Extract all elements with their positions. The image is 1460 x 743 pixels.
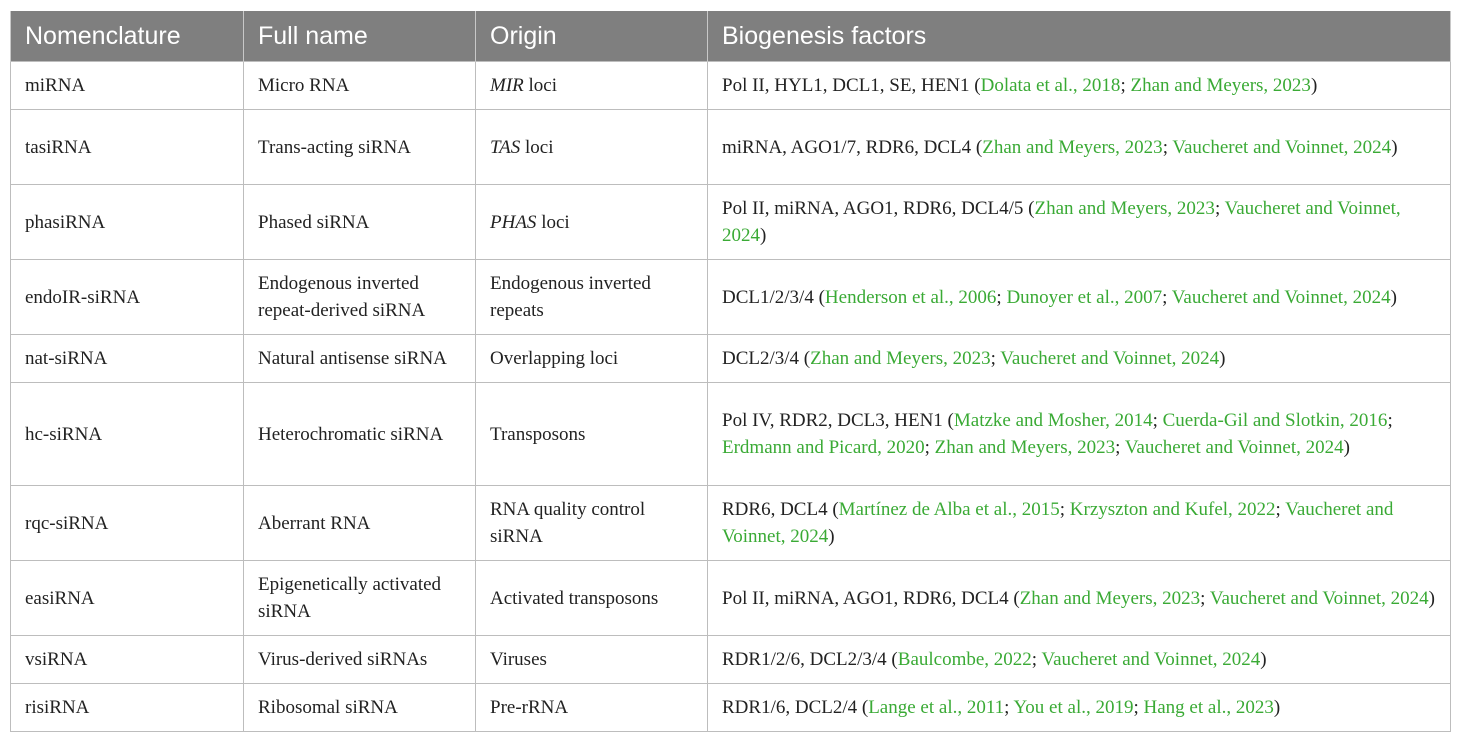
citation-link[interactable]: Cuerda-Gil and Slotkin, 2016 [1162, 410, 1388, 431]
citation-link[interactable]: Vaucheret and Voinnet, 2024 [722, 499, 1398, 547]
citation-link[interactable]: Hang et al., 2023 [1143, 697, 1274, 718]
biogenesis-cell [708, 335, 1451, 383]
citation-separator: ; [1162, 286, 1172, 308]
full-name-cell: Virus-derived siRNAs [244, 636, 476, 684]
biogenesis-cell [708, 561, 1451, 636]
nomenclature-cell: tasiRNA [11, 110, 244, 185]
full-name-cell: Natural antisense siRNA [244, 335, 476, 383]
origin-text: loci [520, 136, 554, 158]
header-nomenclature: Nomenclature [11, 11, 244, 62]
factors-text: RDR6, DCL4 ( [722, 499, 839, 520]
origin-cell [476, 383, 708, 486]
citation-link[interactable]: Matzke and Mosher, 2014 [953, 410, 1153, 431]
citation-link[interactable]: Zhan and Meyers, 2023 [982, 136, 1163, 158]
factors-text: Pol II, miRNA, AGO1, RDR6, DCL4 ( [722, 587, 1020, 609]
citation-separator: ) [1310, 75, 1318, 96]
table-row [11, 561, 1451, 636]
citation-link[interactable]: Zhan and Meyers, 2023 [810, 348, 991, 369]
citation-separator: ; [1152, 410, 1163, 431]
citation-link[interactable]: Vaucheret and Voinnet, 2024 [1000, 348, 1220, 369]
citation-separator: ; [990, 348, 1001, 369]
citation-separator: ) [1260, 649, 1267, 670]
factors-text: DCL1/2/3/4 ( [722, 286, 825, 308]
origin-locus-name: TAS [490, 136, 521, 158]
citation-link[interactable]: You et al., 2019 [1013, 697, 1134, 718]
citation-separator: ; [1059, 499, 1070, 520]
header-biogenesis: Biogenesis factors [708, 11, 1451, 62]
citation-link[interactable]: Dolata et al., 2018 [980, 75, 1121, 96]
citation-link[interactable]: Lange et al., 2011 [868, 697, 1005, 718]
factors-text: Pol II, HYL1, DCL1, SE, HEN1 ( [722, 75, 981, 96]
citation-link[interactable]: Vaucheret and Voinnet, 2024 [1209, 587, 1429, 609]
citation-separator: ; [1004, 697, 1014, 718]
citation-link[interactable]: Vaucheret and Voinnet, 2024 [1171, 286, 1391, 308]
full-name-cell: Phased siRNA [244, 185, 476, 260]
full-name-cell: Micro RNA [244, 62, 476, 110]
citation-link[interactable]: Baulcombe, 2022 [897, 649, 1032, 670]
citation-separator: ) [1428, 587, 1435, 609]
citation-separator: ; [1120, 75, 1131, 96]
origin-text: Endogenous inverted repeats [490, 273, 656, 321]
citation-separator: ; [1275, 499, 1286, 520]
origin-text: Viruses [490, 649, 547, 670]
origin-cell [476, 62, 708, 110]
citation-separator: ) [1343, 437, 1350, 458]
biogenesis-cell [708, 383, 1451, 486]
citation-separator: ; [1031, 649, 1042, 670]
table-row [11, 335, 1451, 383]
citation-link[interactable]: Vaucheret and Voinnet, 2024 [722, 198, 1406, 246]
factors-text: Pol IV, RDR2, DCL3, HEN1 ( [722, 410, 954, 431]
full-name-cell: Trans-acting siRNA [244, 110, 476, 185]
citation-separator: ; [1214, 198, 1225, 219]
nomenclature-cell: nat-siRNA [11, 335, 244, 383]
header-row [11, 11, 1451, 62]
biogenesis-cell [708, 486, 1451, 561]
table-row [11, 684, 1451, 732]
citation-separator: ) [828, 526, 835, 547]
nomenclature-cell: risiRNA [11, 684, 244, 732]
factors-text: miRNA, AGO1/7, RDR6, DCL4 ( [722, 136, 983, 158]
citation-separator: ; [924, 437, 935, 458]
nomenclature-cell: vsiRNA [11, 636, 244, 684]
table-row [11, 260, 1451, 335]
header-full-name: Full name [244, 11, 476, 62]
nomenclature-cell: rqc-siRNA [11, 486, 244, 561]
citation-link[interactable]: Vaucheret and Voinnet, 2024 [1124, 437, 1344, 458]
origin-locus-name: MIR [490, 75, 524, 96]
origin-cell [476, 486, 708, 561]
factors-text: Pol II, miRNA, AGO1, RDR6, DCL4/5 ( [722, 198, 1035, 219]
origin-text: Transposons [490, 423, 586, 445]
header-origin: Origin [476, 11, 708, 62]
citation-separator: ; [1162, 136, 1173, 158]
full-name-cell: Epigenetically activated siRNA [244, 561, 476, 636]
biogenesis-cell [708, 185, 1451, 260]
citation-link[interactable]: Zhan and Meyers, 2023 [1019, 587, 1201, 609]
citation-link[interactable]: Vaucheret and Voinnet, 2024 [1172, 136, 1392, 158]
biogenesis-cell [708, 636, 1451, 684]
citation-link[interactable]: Martínez de Alba et al., 2015 [838, 499, 1060, 520]
origin-cell [476, 561, 708, 636]
citation-separator: ; [996, 286, 1007, 308]
origin-text: loci [523, 75, 558, 96]
sirna-table [10, 11, 1451, 732]
biogenesis-cell [708, 110, 1451, 185]
table-row [11, 486, 1451, 561]
full-name-cell: Heterochromatic siRNA [244, 383, 476, 486]
factors-text: DCL2/3/4 ( [722, 348, 811, 369]
factors-text: RDR1/2/6, DCL2/3/4 ( [722, 649, 898, 670]
biogenesis-cell [708, 62, 1451, 110]
table-row [11, 110, 1451, 185]
citation-link[interactable]: Krzyszton and Kufel, 2022 [1069, 499, 1276, 520]
origin-text: Activated transposons [490, 587, 659, 609]
origin-cell [476, 335, 708, 383]
full-name-cell: Endogenous inverted repeat-derived siRNA [244, 260, 476, 335]
citation-link[interactable]: Zhan and Meyers, 2023 [1034, 198, 1215, 219]
citation-link[interactable]: Erdmann and Picard, 2020 [722, 437, 925, 458]
origin-cell [476, 684, 708, 732]
table-row [11, 62, 1451, 110]
citation-link[interactable]: Zhan and Meyers, 2023 [1130, 75, 1311, 96]
full-name-cell: Ribosomal siRNA [244, 684, 476, 732]
nomenclature-cell: endoIR-siRNA [11, 260, 244, 335]
origin-cell [476, 110, 708, 185]
citation-link[interactable]: Henderson et al., 2006 [824, 286, 997, 308]
nomenclature-cell: miRNA [11, 62, 244, 110]
table-row [11, 636, 1451, 684]
citation-separator: ; [1133, 697, 1144, 718]
nomenclature-cell: hc-siRNA [11, 383, 244, 486]
citation-separator: ) [1391, 136, 1398, 158]
origin-locus-name: PHAS [490, 211, 537, 233]
origin-text: Overlapping loci [490, 348, 619, 369]
table-row [11, 185, 1451, 260]
citation-separator: ; [1387, 410, 1398, 431]
nomenclature-cell: phasiRNA [11, 185, 244, 260]
citation-separator: ) [1273, 697, 1281, 718]
biogenesis-cell [708, 684, 1451, 732]
origin-text: Pre-rRNA [490, 697, 569, 718]
biogenesis-cell [708, 260, 1451, 335]
citation-separator: ; [1115, 437, 1125, 458]
origin-cell [476, 185, 708, 260]
origin-cell [476, 260, 708, 335]
factors-text: RDR1/6, DCL2/4 ( [722, 697, 869, 718]
citation-separator: ) [760, 225, 767, 246]
citation-separator: ) [1390, 286, 1397, 308]
nomenclature-cell: easiRNA [11, 561, 244, 636]
citation-separator: ) [1219, 348, 1226, 369]
table-row [11, 383, 1451, 486]
origin-text: RNA quality control siRNA [490, 499, 650, 547]
citation-link[interactable]: Dunoyer et al., 2007 [1006, 286, 1163, 308]
origin-text: loci [536, 211, 570, 233]
full-name-cell: Aberrant RNA [244, 486, 476, 561]
citation-separator: ; [1200, 587, 1210, 609]
citation-link[interactable]: Zhan and Meyers, 2023 [934, 437, 1116, 458]
origin-cell [476, 636, 708, 684]
citation-link[interactable]: Vaucheret and Voinnet, 2024 [1041, 649, 1261, 670]
